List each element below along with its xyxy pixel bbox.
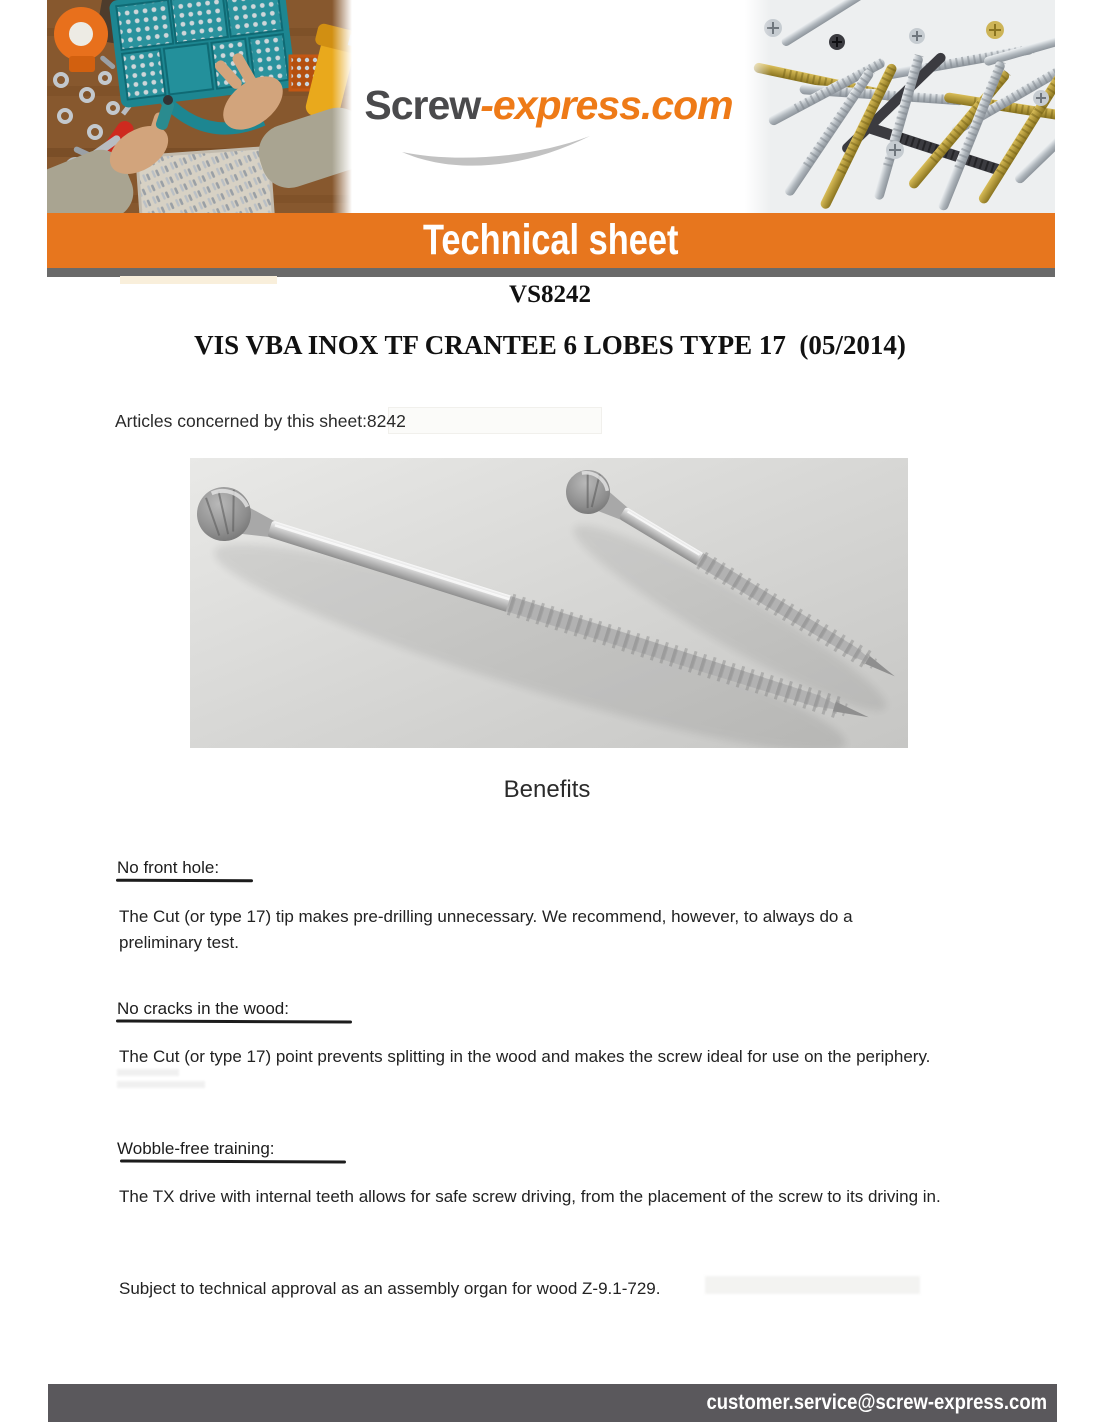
scan-artifact — [117, 1081, 205, 1088]
scan-artifact — [705, 1276, 920, 1294]
technical-sheet-banner — [47, 213, 1055, 268]
section-underline — [116, 879, 253, 882]
logo-text-gray: Screw — [364, 82, 481, 128]
section-underline — [116, 1019, 352, 1023]
scan-artifact — [388, 407, 602, 434]
brand-logo — [352, 82, 745, 129]
document-title: VIS VBA INOX TF CRANTEE 6 LOBES TYPE 17 (05/2014) — [194, 330, 906, 360]
section-label-no-cracks: No cracks in the wood: — [117, 999, 289, 1018]
screw-pile-photo — [745, 0, 1055, 213]
approval-note: Subject to technical approval as an assembly organ for wood Z-9.1-729. — [119, 1279, 661, 1298]
articles-concerned-line: Articles concerned by this sheet:8242 — [115, 411, 406, 431]
logo-swoosh-icon — [394, 128, 604, 172]
banner-title: Technical sheet — [423, 216, 679, 264]
section-body-no-front-hole: The Cut (or type 17) tip makes pre-drilling unnecessary. We recommend, however, to always do a preliminary test. — [119, 907, 853, 952]
scan-artifact — [117, 1069, 179, 1076]
footer-bar — [48, 1384, 1057, 1422]
section-body-wobble-free: The TX drive with internal teeth allows for safe screw driving, from the placement of the screw to its driving in. — [119, 1187, 941, 1206]
document-code: VS8242 — [509, 281, 591, 308]
section-label-no-front-hole: No front hole: — [117, 858, 220, 877]
workbench-photo — [47, 0, 352, 213]
footer-email[interactable]: customer.service@screw-express.com — [706, 1391, 1047, 1414]
product-photo-screws — [190, 458, 908, 748]
logo-text-orange: -express.com — [480, 82, 733, 128]
logo-area — [352, 0, 745, 213]
section-underline — [120, 1160, 346, 1163]
benefits-heading: Benefits — [503, 776, 591, 803]
section-body-no-cracks: The Cut (or type 17) point prevents splitting in the wood and makes the screw ideal for use on the periphery. — [119, 1047, 931, 1066]
section-label-wobble-free: Wobble-free training: — [117, 1139, 275, 1158]
